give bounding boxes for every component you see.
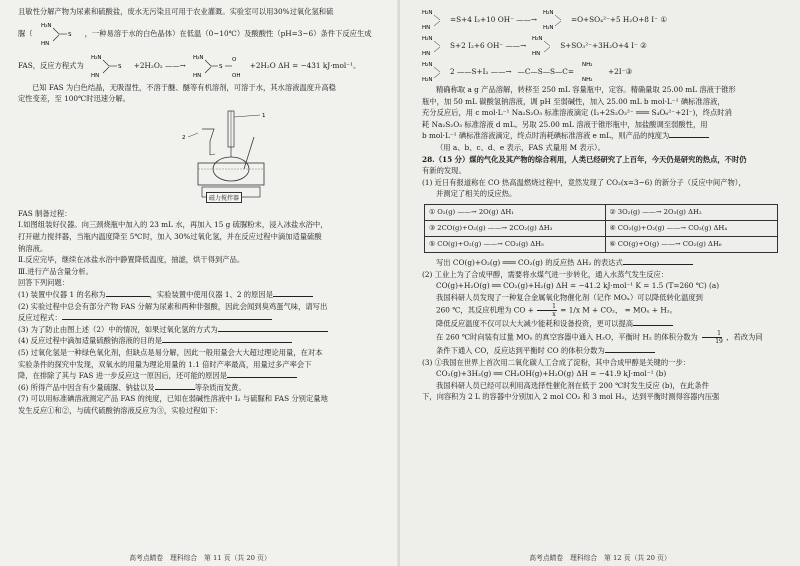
question-28-1c <box>422 257 786 269</box>
q2-blank <box>62 313 272 320</box>
question-28-3b: 我国科研人员已经可以利用高选择性催化剂在低于 200 ℃时发生反应 (b)，在此条件 <box>436 380 709 390</box>
thiourea-structure-row <box>18 18 390 50</box>
q28-2g-blank <box>605 346 655 353</box>
fas-eq-tail: +2H₂O ΔH = −431 kJ·mol⁻¹。 <box>249 60 361 70</box>
iodine-eq-2 <box>422 32 786 58</box>
q5-blank <box>227 371 297 378</box>
page-12-footer: 高考点睛卷 理科综合 第 12 页（共 20 页） <box>529 554 671 562</box>
titration-5-text: b mol·L⁻¹ 碘标准溶液滴定，终点时消耗碘标准溶液 e mL，则产品的纯度为 <box>422 131 670 141</box>
question-2: (2) 实验过程中总会有部分产物 FAS 分解为尿素和两种非强酸，因此会闻到臭鸡蛋气味，请写出 <box>18 301 328 311</box>
procedure-step-1b: 打开磁力搅拌器，当瓶内温度降至 5℃时，加入 30%过氧化氢，并在反应过程中滴加适量硫酸 <box>18 231 322 241</box>
question-28-1: (1) 近日有报道称在 CO 热高温燃烧过程中，竟然发现了 CO₂(x=3~6) 的新分子（反应中间产物）， <box>422 177 746 187</box>
question-1 <box>18 289 390 301</box>
svg-text:H₂N: H₂N <box>422 36 433 42</box>
table-cell: ⑤ CO(g)+O₂(g) ——→ CO₃(g) ΔH₅ <box>425 236 606 252</box>
thiourea-structure <box>39 19 79 49</box>
apparatus-diagram <box>168 107 298 205</box>
svg-text:OH: OH <box>231 72 241 79</box>
table-cell: ③ 2CO(g)+O₂(g) ——→ 2CO₂(g) ΔH₃ <box>425 220 606 236</box>
svg-text:S: S <box>218 63 223 70</box>
table-cell: ④ CO₂(g)+O₂(g) ——→ CO₃(g) ΔH₄ <box>605 220 777 236</box>
question-2b <box>18 312 390 324</box>
table-cell: ① O₂(g) ——→ 2O(g) ΔH₁ <box>425 204 606 220</box>
table-cell: ② 3O₂(g) ——→ 2O₃(g) ΔH₂ <box>605 204 777 220</box>
fas-eq-middle: +2H₂O₂ ——→ <box>133 61 186 71</box>
fas-equation-row <box>18 50 390 82</box>
eq1-tail: =O+SO₄²⁻+5 H₂O+8 I⁻ ① <box>570 14 667 24</box>
thiourea-structure-2 <box>90 51 128 81</box>
eq3-product <box>580 59 602 83</box>
svg-text:H₂N: H₂N <box>192 54 204 61</box>
procedure-step-3: Ⅲ.进行产品含量分析。 <box>18 266 94 276</box>
question-28 <box>422 154 786 166</box>
intro-text-3: ，一种易溶于水的白色晶体）在低温（0~10℃）及酸酸性（pH=3~6）条件下反应生成 <box>84 28 372 38</box>
titration-2: 瓶中，加 50 mL 碳酸氢钠溶液，调 pH 至弱碱性，加入 25.00 mL b mol·L⁻¹ 碘标准溶液， <box>422 96 725 106</box>
q28-text: 28.（15 分）煤的气化及其产物的综合利用，人类已经研究了上百年，今天仍是研究的热点，不时仍 <box>422 154 747 164</box>
question-28-2c: 我国科研人员发现了一种复合金属氧化物催化剂（记作 MOₓ）可以降低转化温度到 <box>436 292 703 302</box>
question-5c <box>18 370 390 382</box>
frac2-num: 1 <box>702 330 722 338</box>
question-28-2e <box>422 318 786 330</box>
reaction-heat-table <box>424 204 778 253</box>
eq1-reactant <box>422 7 444 31</box>
q4-text: (4) 反应过程中滴加适量硫酸钠溶液的目的是 <box>18 336 162 346</box>
mol-label-s: S <box>67 31 72 38</box>
titration-5 <box>422 130 786 142</box>
question-5: (5) 过氧化氢是一种绿色氧化剂，但缺点是易分解，因此一般用量会大大超过理论用量，在对本 <box>18 347 323 357</box>
question-28-2: (2) 工业上为了合成甲醇，需要将水煤气进一步转化，通入水蒸气发生反应： <box>422 269 669 279</box>
procedure-title: FAS 制备过程： <box>18 208 72 218</box>
titration-6: （用 a、b、c、d、e 表示，FAS 式量用 M 表示）。 <box>436 142 605 152</box>
svg-text:HN: HN <box>532 51 541 57</box>
fas-eq-label: FAS，反应方程式为 <box>18 60 84 70</box>
svg-text:H₂N: H₂N <box>542 25 554 31</box>
q1-blank-2 <box>273 290 313 297</box>
eq3-reactant <box>422 59 444 83</box>
frac1-den: x <box>552 311 556 319</box>
svg-text:NH₂: NH₂ <box>581 62 593 68</box>
question-7b: 发生反应①和②，与硫代硫酸钠溶液反应为③，实验过程如下： <box>18 405 223 415</box>
q5-text-c: 降，在排除了其与 FAS 进一步反应这一原因后，还可能的原因是 <box>18 371 228 381</box>
titration-4: 耗 Na₂S₂O₃ 标准溶液 d mL。另取 25.00 mL 溶液于锥形瓶中，加盐酸调至弱酸性，用 <box>422 119 708 129</box>
q1-text-b: ，实验装置中使用仪器 1、2 的原因是 <box>149 289 273 299</box>
svg-text:HN: HN <box>422 25 431 31</box>
intro-line-5: 定性变差，至 100℃时迅速分解。 <box>18 94 130 104</box>
question-28-2d <box>422 303 786 318</box>
svg-text:H₂N: H₂N <box>422 10 433 16</box>
frac2-den: 19 <box>715 337 723 345</box>
question-3 <box>18 324 390 336</box>
question-4 <box>18 335 390 347</box>
q2-text-b: 反应过程式： <box>18 313 62 323</box>
question-6 <box>18 382 390 394</box>
question-28-2g <box>422 345 786 357</box>
page-11-footer: 高考点睛卷 理科综合 第 11 页（共 20 页） <box>129 554 271 562</box>
q6-blank <box>155 383 195 390</box>
q28-2d-text: 260 ℃，其反应机理为 CO + <box>436 305 534 315</box>
iodine-eq-3 <box>422 58 786 84</box>
mol-label-nh2: H₂N <box>40 22 52 29</box>
q28-2f-tail: ，若改为同 <box>726 332 763 342</box>
question-28-3: (3) ①我国在世界上首次用二氧化碳人工合成了淀粉，其中合成甲醇是关键的一步： <box>422 357 691 367</box>
q3-blank <box>218 325 328 332</box>
q1-blank-1 <box>106 290 150 297</box>
q6-text-b: 等杂质而发黄。 <box>194 382 246 392</box>
apparatus-drawing <box>168 107 298 205</box>
table-row <box>425 220 778 236</box>
q28-2e-text: 降低反应温度不仅可以大大减少能耗和设备投资，更可以提高 <box>436 319 634 329</box>
eq2-text: S+2 I₂+6 OH⁻ ——→ <box>450 40 527 50</box>
mol-label-hn: HN <box>40 40 49 47</box>
titration-1: 精确称取 a g 产品溶解，转移至 250 mL 容量瓶中，定容。精确量取 25.00 mL 溶液于锥形 <box>436 85 736 94</box>
svg-text:H₂N: H₂N <box>542 10 554 16</box>
svg-text:H₂N: H₂N <box>532 36 543 42</box>
question-28-3c: 下，向容积为 2 L 的容器中分别加入 2 mol CO₂ 和 3 mol H₂，达到平衡时测得容器内压强 <box>422 392 720 402</box>
q3-text: (3) 为了防止由图上述（2）中的情况，如果过氧化氢的方式为 <box>18 324 218 334</box>
label-2: 2 <box>182 134 186 141</box>
q1-text-a: (1) 装置中仪器 1 的名称为 <box>18 289 106 299</box>
page-12 <box>400 0 800 566</box>
intro-text-2: 脲（ <box>18 28 33 38</box>
svg-text:S: S <box>117 63 122 70</box>
fas-structure <box>192 51 244 81</box>
intro-line-1: 且敏性分解产物为尿素和硫酸盐，废水无污染且可用于农业灌溉。实验室可以用30%过氧化氢和硫 <box>18 7 334 16</box>
procedure-step-2: Ⅱ.反应完毕，继续在冰盐水浴中静置降低温度，抽滤，烘干得到产品。 <box>18 255 245 265</box>
titration-3: 充分反应后，用 c mol·L⁻¹ Na₂S₂O₃ 标准溶液滴定 (I₂+2S₂O₃²⁻ ═══ S₄O₆²⁻+2I⁻)，终点时消 <box>422 108 732 118</box>
eq3-text: 2 ——S+I₂ ——→ <box>450 66 512 76</box>
eq3-tail: —C—S—S—C= <box>517 66 574 76</box>
intro-line-4: 已知 FAS 为白色结晶，无吸湿性，不溶于醚、醚等有机溶剂，可溶于水，其水溶液温度升高稳 <box>32 82 336 92</box>
q6-text: (6) 所得产品中因含有少量硫脲、钠盐以及 <box>18 382 155 392</box>
eq2-reactant <box>422 33 444 57</box>
q4-blank <box>162 336 292 343</box>
svg-text:HN: HN <box>422 51 431 57</box>
q28-2d-tail: = 1/x M + CO₂， <box>560 305 623 315</box>
svg-text:NH₂: NH₂ <box>581 77 593 83</box>
q28-2d-end: = MOₓ + H₂。 <box>624 305 677 315</box>
svg-text:HN: HN <box>90 72 100 79</box>
svg-text:H₂N: H₂N <box>90 54 102 61</box>
question-28-1b: 并测定了相关的反应热。 <box>436 189 517 199</box>
table-cell: ⑥ CO(g)+O(g) ——→ CO₂(g) ΔH₆ <box>605 236 777 252</box>
svg-text:HN: HN <box>192 72 202 79</box>
label-1: 1 <box>262 112 266 119</box>
magnetic-stirrer-label: 磁力搅拌器 <box>206 192 242 203</box>
svg-text:H₂N: H₂N <box>422 77 433 83</box>
question-28-2f <box>422 330 786 345</box>
svg-text:O: O <box>231 56 237 63</box>
eq1-text: =S+4 I₂+10 OH⁻ ——→ <box>450 14 537 24</box>
eq3-end: +2I⁻③ <box>607 66 633 76</box>
question-28b: 有新的发现。 <box>422 166 466 176</box>
question-28-2-eq: CO(g)+H₂O(g) ══ CO₂(g)+H₂(g) ΔH = −41.2 kJ·mol⁻¹ K = 1.5 (T=260 ℃) (a) <box>436 281 720 291</box>
question-7: (7) 可以用标准碘溶液测定产品 FAS 的纯度，已知在弱碱性溶液中 I₂ 与硫脲和 FAS 分别定量地 <box>18 394 328 404</box>
eq1-product <box>543 7 565 31</box>
q28-2f-text: 在 260 ℃时向装有过量 MOₓ 的真空容器中通入 H₂O，平衡时 H₂ 的体积分数为 <box>436 332 698 342</box>
answer-prompt: 回答下列问题： <box>18 278 70 288</box>
purity-blank <box>669 131 709 138</box>
q28-1c-text: 写出 CO(g)+O₂(g) ═══ CO₂(g) 的反应热 ΔH₂ 的表达式 <box>436 257 623 267</box>
question-28-3-eq: CO₂(g)+3H₂(g) ══ CH₃OH(g)+H₂O(g) ΔH = −41.9 kJ·mol⁻¹ (b) <box>436 369 667 379</box>
question-5b: 实验条件的探究中发现，双氧水的用量为理论用量的 1.1 倍时产率最高，用量过多产率会下 <box>18 359 312 369</box>
q28-2e-blank <box>633 319 673 326</box>
table-row <box>425 204 778 220</box>
table-row <box>425 236 778 252</box>
dh-blank <box>623 258 693 265</box>
fraction-1-over-19 <box>701 330 723 345</box>
svg-text:H₂N: H₂N <box>422 62 433 68</box>
iodine-eq-1 <box>422 6 786 32</box>
procedure-step-1c: 钠溶液。 <box>18 243 48 253</box>
q28-2g-text: 条件下通入 CO，反应达到平衡时 CO 的体积分数为 <box>436 345 605 355</box>
fraction-1-over-x <box>537 303 557 318</box>
frac1-num: 1 <box>537 303 557 311</box>
eq2-tail: S+SO₃²⁻+3H₂O+4 I⁻ ② <box>560 40 647 50</box>
procedure-step-1: Ⅰ.如图组装好仪器。向三颈烧瓶中加入的 23 mL 水，再加入 15 g 硫脲粉末，浸入冰盐水浴中， <box>18 220 328 230</box>
eq2-product <box>532 33 554 57</box>
